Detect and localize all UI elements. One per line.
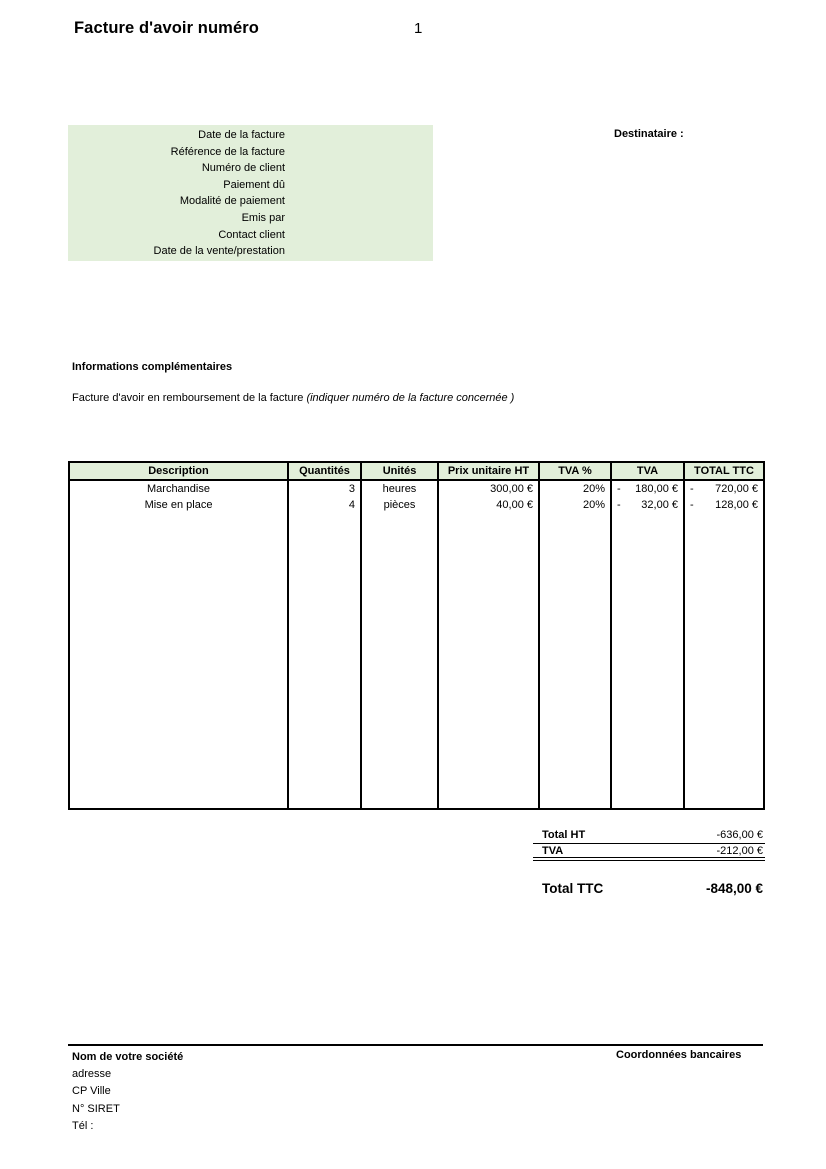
header-vat-rate: TVA % — [539, 462, 611, 480]
total-negative-sign: - — [690, 499, 694, 511]
total-ttc-grand-value: -848,00 € — [705, 881, 763, 896]
cell-quantity: 4 — [288, 497, 361, 514]
total-ttc-row — [533, 881, 765, 896]
items-table-header-row — [69, 462, 764, 480]
company-city: CP Ville — [72, 1085, 111, 1098]
cell-vat-amount — [611, 497, 684, 514]
cell-unit-price: 300,00 € — [438, 480, 539, 497]
cell-unit-price: 40,00 € — [438, 497, 539, 514]
total-negative-sign: - — [690, 482, 694, 495]
cell-total-ttc — [684, 480, 764, 497]
cell-vat-amount — [611, 480, 684, 497]
company-name: Nom de votre société — [72, 1051, 184, 1063]
header-vat: TVA — [611, 462, 684, 480]
additional-info-text-italic: (indiquer numéro de la facture concernée ) — [306, 392, 515, 404]
table-row — [69, 480, 764, 497]
info-label-invoice-date: Date de la facture — [198, 129, 285, 141]
table-empty-space — [69, 514, 764, 809]
footer-divider — [68, 1044, 763, 1046]
cell-total-ttc — [684, 497, 764, 514]
total-ttc-label: Total TTC — [542, 881, 604, 896]
additional-info-text — [72, 392, 514, 404]
items-table — [68, 461, 765, 810]
info-label-payment-method: Modalité de paiement — [179, 195, 285, 208]
info-label-issued-by: Emis par — [241, 211, 285, 224]
total-ttc-value: 720,00 € — [715, 482, 758, 495]
company-siret: N° SIRET — [72, 1102, 120, 1115]
vat-negative-sign: - — [617, 499, 621, 511]
cell-unit: pièces — [361, 497, 438, 514]
recipient-label: Destinataire : — [614, 128, 684, 140]
tva-row — [533, 844, 765, 861]
footer-company-block — [72, 1049, 183, 1135]
vat-amount-value: 180,00 € — [635, 482, 678, 495]
additional-info-text-normal: Facture d'avoir en remboursement de la facture — [72, 392, 307, 404]
vat-negative-sign: - — [617, 482, 621, 495]
info-label-sale-date: Date de la vente/prestation — [153, 245, 285, 258]
table-row — [69, 497, 764, 514]
cell-quantity: 3 — [288, 480, 361, 497]
cell-unit: heures — [361, 480, 438, 497]
info-label-client-number: Numéro de client — [201, 162, 285, 175]
bank-details-label: Coordonnées bancaires — [616, 1049, 742, 1061]
totals-block — [533, 827, 765, 896]
cell-vat-rate: 20% — [539, 497, 611, 514]
header-unit-price: Prix unitaire HT — [438, 462, 539, 480]
cell-description: Marchandise — [69, 480, 288, 497]
info-label-client-contact: Contact client — [218, 228, 285, 241]
header-total-ttc: TOTAL TTC — [684, 462, 764, 480]
info-label-invoice-reference: Référence de la facture — [170, 145, 285, 158]
cell-description: Mise en place — [69, 497, 288, 514]
total-ht-row — [533, 827, 765, 844]
invoice-info-box — [68, 125, 433, 261]
info-label-payment-due: Paiement dû — [223, 178, 285, 191]
additional-info-heading: Informations complémentaires — [72, 361, 233, 373]
company-address: adresse — [72, 1068, 112, 1081]
total-ht-value: -636,00 € — [716, 829, 763, 841]
header-quantity: Quantités — [288, 462, 361, 480]
company-phone: Tél : — [72, 1119, 94, 1132]
tva-label: TVA — [542, 844, 564, 857]
cell-vat-rate: 20% — [539, 480, 611, 497]
total-ht-label: Total HT — [542, 829, 586, 841]
invoice-number: 1 — [414, 20, 423, 37]
tva-value: -212,00 € — [716, 844, 763, 857]
header-description: Description — [69, 462, 288, 480]
total-ttc-value: 128,00 € — [715, 499, 758, 511]
header-unit: Unités — [361, 462, 438, 480]
page-title: Facture d'avoir numéro — [74, 19, 259, 37]
vat-amount-value: 32,00 € — [641, 499, 678, 511]
